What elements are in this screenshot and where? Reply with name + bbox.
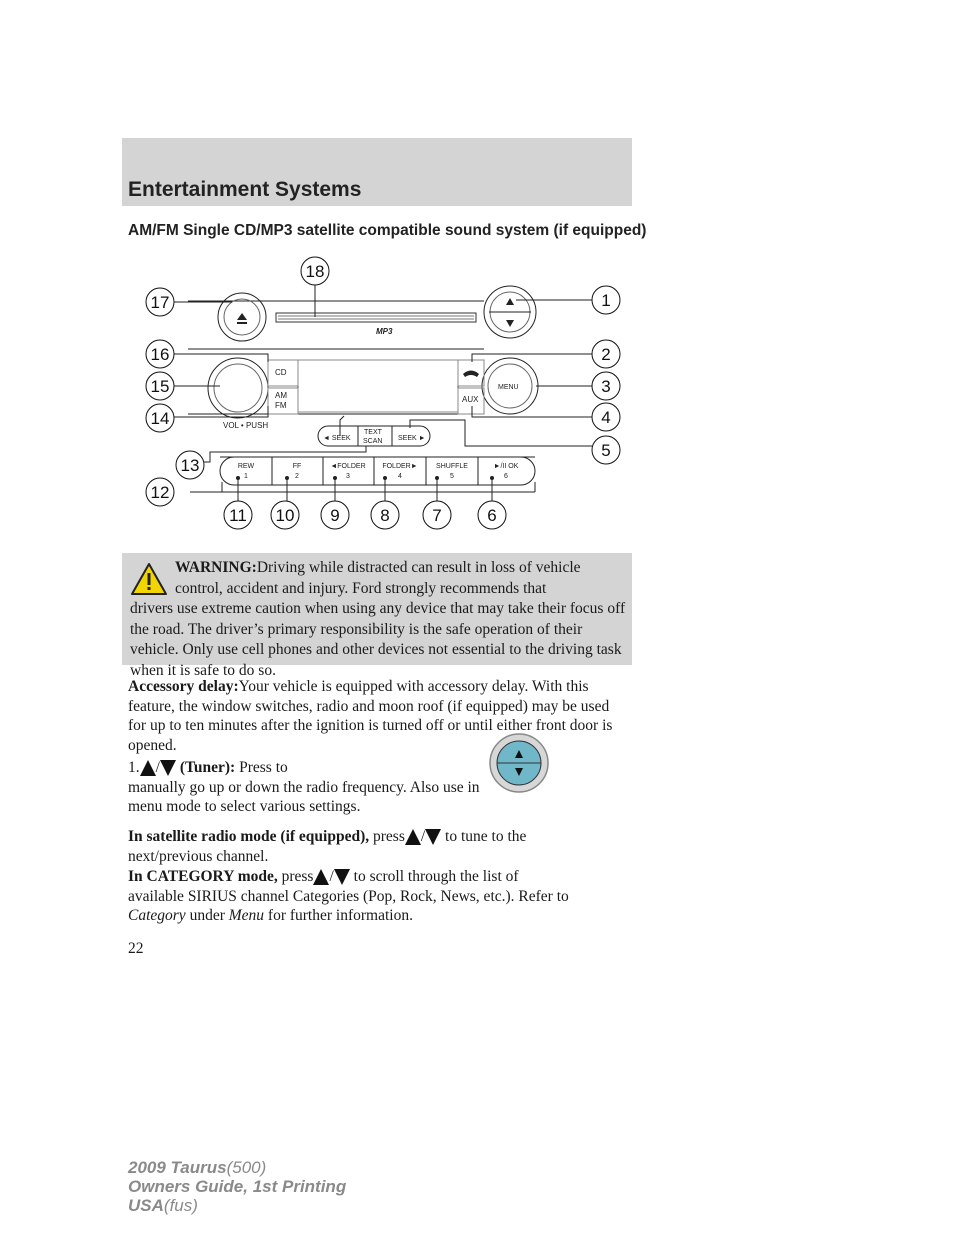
preset-3-name: ◄FOLDER xyxy=(330,463,366,470)
svg-text:15: 15 xyxy=(150,377,170,396)
svg-text:14: 14 xyxy=(150,409,170,428)
fm-label: FM xyxy=(275,401,287,410)
preset-2-name: FF xyxy=(292,463,302,470)
warning-label: WARNING: xyxy=(175,559,257,576)
satellite-paragraph: In satellite radio mode (if equipped), press / to tune to the next/previous channel. xyxy=(128,828,527,865)
svg-text:8: 8 xyxy=(380,506,390,525)
svg-text:12: 12 xyxy=(150,483,170,502)
up-arrow-icon xyxy=(140,760,156,776)
up-arrow-icon xyxy=(405,829,421,845)
svg-text:3: 3 xyxy=(601,377,611,396)
preset-1-num: 1 xyxy=(244,473,248,480)
preset-5-name: SHUFFLE xyxy=(436,463,468,470)
warning-line2: control, accident and injury. Ford strongly recommends that xyxy=(175,579,547,597)
preset-2-num: 2 xyxy=(295,473,299,480)
callout-17 xyxy=(146,288,174,316)
svg-text:13: 13 xyxy=(180,456,200,475)
down-arrow-icon xyxy=(334,869,350,885)
accessory-label: Accessory delay: xyxy=(128,678,239,695)
menu-label: MENU xyxy=(498,384,519,391)
preset-6-num: 6 xyxy=(504,473,508,480)
up-arrow-icon xyxy=(506,298,514,305)
page-number: 22 xyxy=(128,940,144,957)
down-arrow-icon xyxy=(425,829,441,845)
callout-9 xyxy=(321,501,349,529)
phone-icon xyxy=(463,371,479,378)
callout-15 xyxy=(146,372,174,400)
svg-text:18: 18 xyxy=(305,262,325,281)
warning-text xyxy=(130,558,630,681)
callout-6 xyxy=(478,501,506,529)
scan-label: SCAN xyxy=(363,438,383,445)
preset-4-num: 4 xyxy=(398,473,402,480)
am-label: AM xyxy=(275,391,287,400)
seek-left-label: ◄ SEEK xyxy=(323,435,351,442)
item-1-paragraph: 1. / (Tuner): Press to manually go up or down the radio frequency. Also use in menu mode to select various settings. xyxy=(128,759,480,815)
callout-12 xyxy=(146,478,174,506)
callout-4 xyxy=(592,403,620,431)
tuner-button-icon xyxy=(488,732,550,794)
svg-text:16: 16 xyxy=(150,345,170,364)
svg-text:2: 2 xyxy=(601,345,611,364)
svg-text:7: 7 xyxy=(432,506,442,525)
preset-1-name: REW xyxy=(237,463,255,470)
down-arrow-icon xyxy=(160,760,176,776)
radio-diagram xyxy=(130,250,640,550)
down-arrow-icon xyxy=(506,320,514,327)
aux-label: AUX xyxy=(462,395,479,404)
svg-text:6: 6 xyxy=(487,506,497,525)
callout-14 xyxy=(146,404,174,432)
callout-13 xyxy=(176,451,204,479)
callout-1 xyxy=(592,286,620,314)
svg-text:17: 17 xyxy=(150,293,170,312)
seek-right-label: SEEK ► xyxy=(398,435,426,442)
svg-text:11: 11 xyxy=(229,506,247,525)
warning-rest: drivers use extreme caution when using any device that may take their focus off the road. The driver’s primary responsibility is the safe operation of their vehicle. Only use cell phones and other devices not essential to the driving task when it is safe to do so. xyxy=(130,600,626,679)
category-paragraph: In CATEGORY mode, press / to scroll through the list of available SIRIUS channel Categories (Pop, Rock, News, etc.). Refer to Category under Menu for further information. xyxy=(128,868,569,924)
mp3-logo: MP3 xyxy=(376,327,393,336)
callout-11 xyxy=(224,501,252,529)
footer: 2009 Taurus(500) Owners Guide, 1st Printing USA(fus) xyxy=(128,1158,347,1215)
item-1-text: manually go up or down the radio frequency. Also use in menu mode to select various settings. xyxy=(128,778,480,815)
cd-label: CD xyxy=(275,368,287,377)
callout-3 xyxy=(592,372,620,400)
vol-push-label: VOL • PUSH xyxy=(223,421,269,430)
text-label: TEXT xyxy=(364,429,382,436)
svg-text:10: 10 xyxy=(275,506,295,525)
preset-3-num: 3 xyxy=(346,473,350,480)
callout-2 xyxy=(592,340,620,368)
section-title: AM/FM Single CD/MP3 satellite compatible sound system (if equipped) xyxy=(128,222,647,239)
callout-18 xyxy=(301,257,329,285)
svg-text:4: 4 xyxy=(601,408,611,427)
svg-text:9: 9 xyxy=(330,506,340,525)
callout-10 xyxy=(271,501,299,529)
preset-4-name: FOLDER► xyxy=(382,463,418,470)
accessory-delay-paragraph: Accessory delay:Your vehicle is equipped with accessory delay. With this feature, the window switches, radio and moon roof (if equipped) may be used for up to ten minutes after the ignition is turned off or until either front door is opened. xyxy=(128,678,613,754)
eject-icon xyxy=(237,313,247,324)
page-header-title: Entertainment Systems xyxy=(128,178,362,201)
callout-8 xyxy=(371,501,399,529)
callout-5 xyxy=(592,436,620,464)
preset-5-num: 5 xyxy=(450,473,454,480)
svg-text:5: 5 xyxy=(601,441,611,460)
callout-16 xyxy=(146,340,174,368)
callout-7 xyxy=(423,501,451,529)
up-arrow-icon xyxy=(313,869,329,885)
preset-6-name: ►/II OK xyxy=(493,463,519,470)
svg-text:1: 1 xyxy=(601,291,611,310)
callouts xyxy=(146,257,620,529)
warning-line1: Driving while distracted can result in loss of vehicle xyxy=(256,559,581,576)
